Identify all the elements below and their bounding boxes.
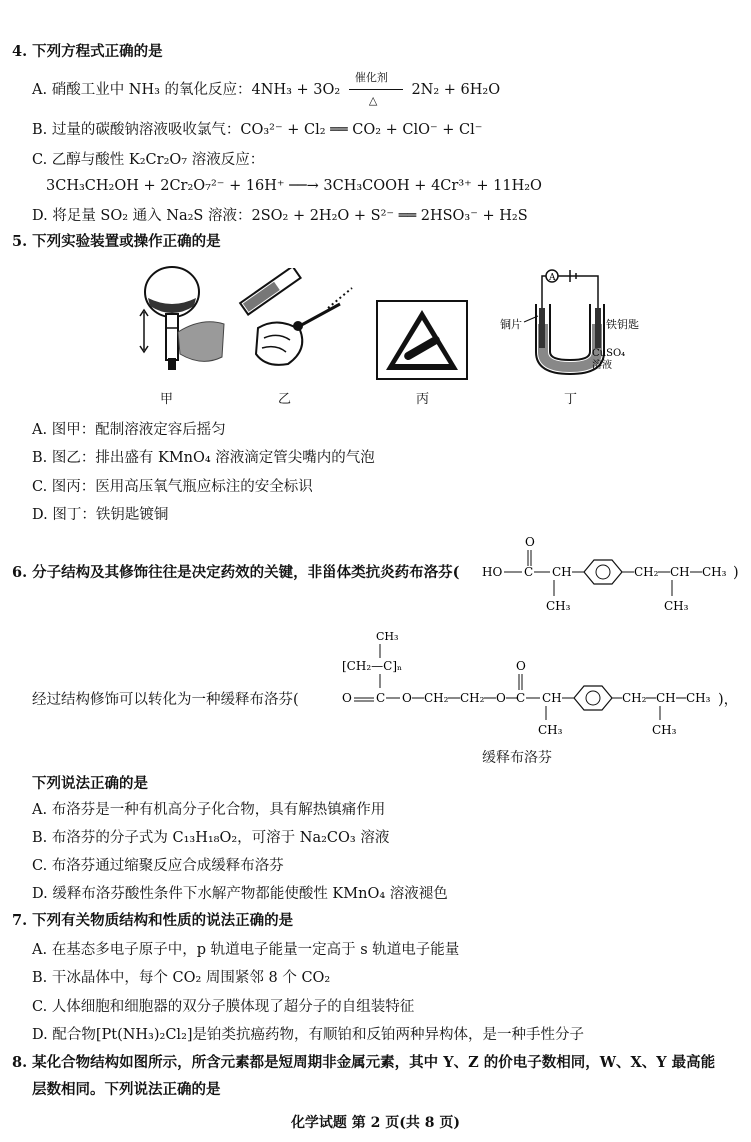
svg-text:HO: HO [482, 565, 503, 579]
svg-text:CH₃: CH₃ [376, 630, 399, 643]
q8-stem-1: 8. 某化合物结构如图所示，所含元素都是短周期非金属元素，其中 Y、Z 的价电子数相同，W、X、Y 最高能 [12, 1054, 716, 1071]
q6-stem-1: 6. 分子结构及其修饰往往是决定药效的关键，非甾体类抗炎药布洛芬( [12, 564, 460, 581]
svg-text:O: O [516, 659, 526, 673]
q4-option-a [32, 71, 501, 107]
q7-stem: 7. 下列有关物质结构和性质的说法正确的是 [12, 912, 294, 929]
svg-text:CH: CH [670, 565, 690, 579]
svg-text:CH₃: CH₃ [664, 599, 689, 613]
svg-text:CH₃: CH₃ [652, 723, 677, 737]
svg-text:CH₂: CH₂ [460, 691, 485, 705]
q4-option-b: B. 过量的碳酸钠溶液吸收氯气：CO₃²⁻ + Cl₂ ══ CO₂ + ClO⁻ + Cl⁻ [32, 122, 483, 138]
q8-stem-2: 层数相同。下列说法正确的是 [32, 1081, 221, 1098]
svg-text:C: C [524, 565, 534, 579]
q7-option-a: A. 在基态多电子原子中，p 轨道电子能量一定高于 s 轨道电子能量 [32, 942, 460, 958]
svg-text:CH₂: CH₂ [424, 691, 449, 705]
q7-option-c: C. 人体细胞和细胞器的双分子膜体现了超分子的自组装特征 [32, 999, 415, 1015]
condition-top: 催化剂 [354, 71, 388, 84]
reaction-condition [345, 71, 407, 107]
q7-option-b: B. 干冰晶体中，每个 CO₂ 周围紧邻 8 个 CO₂ [32, 970, 331, 986]
q4-option-a-tail: 2N₂ + 6H₂O [411, 82, 501, 98]
q5-option-c: C. 图丙：医用高压氧气瓶应标注的安全标识 [32, 479, 313, 495]
q4-option-c-equation: 3CH₃CH₂OH + 2Cr₂O₇²⁻ + 16H⁺ ──→ 3CH₃COOH + 4Cr³⁺ + 11H₂O [46, 178, 542, 194]
svg-text:CH₃: CH₃ [538, 723, 563, 737]
q6-stem-2: 经过结构修饰可以转化为一种缓释布洛芬( [32, 692, 299, 708]
svg-text:C: C [376, 691, 386, 705]
svg-text:CH: CH [552, 565, 572, 579]
q4-option-c: C. 乙醇与酸性 K₂Cr₂O₇ 溶液反应： [32, 152, 265, 168]
caption-ding: 丁 [564, 392, 578, 407]
page-footer: 化学试题 第 2 页(共 8 页) [290, 1115, 461, 1131]
q5-option-b: B. 图乙：排出盛有 KMnO₄ 溶液滴定管尖嘴内的气泡 [32, 450, 375, 466]
svg-text:[CH₂—C]ₙ: [CH₂—C]ₙ [342, 659, 403, 673]
q6-prompt: 下列说法正确的是 [32, 775, 148, 792]
solution-label-2: 溶液 [592, 360, 612, 371]
svg-text:CH₃: CH₃ [546, 599, 571, 613]
q6-option-c: C. 布洛芬通过缩聚反应合成缓释布洛芬 [32, 858, 284, 874]
key-label: 铁钥匙 [606, 318, 639, 331]
figure-jia [132, 262, 232, 382]
svg-text:C: C [516, 691, 526, 705]
q4-stem: 4. 下列方程式正确的是 [12, 43, 163, 60]
q5-option-a: A. 图甲：配制溶液定容后摇匀 [32, 422, 226, 438]
caption-jia: 甲 [160, 392, 174, 407]
q4-option-a-text: A. 硝酸工业中 NH₃ 的氧化反应：4NH₃ + 3O₂ [32, 82, 341, 98]
svg-text:O: O [402, 691, 412, 705]
q6-close-2: )， [718, 692, 739, 708]
svg-text:CH₂: CH₂ [634, 565, 659, 579]
q5-option-d: D. 图丁：铁钥匙镀铜 [32, 507, 169, 523]
ibuprofen-structure [470, 530, 740, 616]
copper-label: 铜片 [500, 318, 522, 331]
solution-label-1: CuSO₄ [592, 348, 626, 359]
figure-yi [228, 268, 368, 380]
q5-stem: 5. 下列实验装置或操作正确的是 [12, 233, 221, 250]
sustained-ibuprofen-structure [320, 624, 720, 744]
svg-text:O: O [496, 691, 506, 705]
svg-text:CH: CH [542, 691, 562, 705]
caption-bing: 丙 [416, 392, 430, 407]
figure-bing [376, 300, 468, 380]
svg-text:O: O [342, 691, 352, 705]
figure-ding [500, 264, 650, 382]
caption-yi: 乙 [278, 392, 292, 407]
q6-option-a: A. 布洛芬是一种有机高分子化合物，具有解热镇痛作用 [32, 802, 386, 818]
svg-text:CH₂: CH₂ [622, 691, 647, 705]
svg-text:O: O [525, 535, 535, 549]
svg-text:CH₃: CH₃ [702, 565, 727, 579]
q4-option-d: D. 将足量 SO₂ 通入 Na₂S 溶液：2SO₂ + 2H₂O + S²⁻ ══ 2HSO₃⁻ + H₂S [32, 208, 528, 224]
q6-option-d: D. 缓释布洛芬酸性条件下水解产物都能使酸性 KMnO₄ 溶液褪色 [32, 886, 448, 902]
condition-bottom: △ [368, 94, 378, 107]
q6-struct-caption: 缓释布洛芬 [482, 750, 552, 766]
svg-text:CH: CH [656, 691, 676, 705]
ammeter-label: A [549, 273, 556, 283]
q6-option-b: B. 布洛芬的分子式为 C₁₃H₁₈O₂，可溶于 Na₂CO₃ 溶液 [32, 830, 390, 846]
q6-close-1: ) [733, 565, 739, 581]
q7-option-d: D. 配合物[Pt(NH₃)₂Cl₂]是铂类抗癌药物，有顺铂和反铂两种异构体，是一种手性分子 [32, 1027, 585, 1043]
svg-text:CH₃: CH₃ [686, 691, 711, 705]
